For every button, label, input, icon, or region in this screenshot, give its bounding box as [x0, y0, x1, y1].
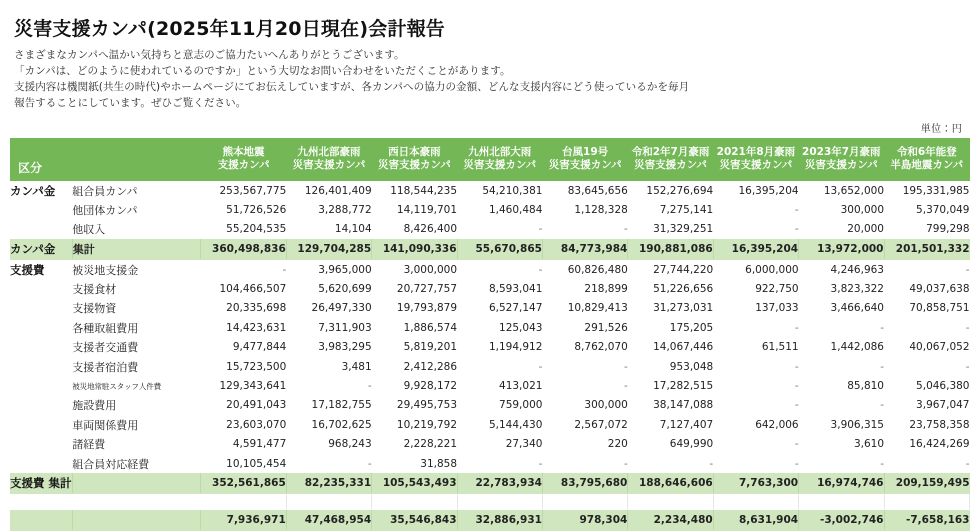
subtotal-value: 209,159,495	[884, 473, 970, 494]
table-row	[10, 220, 970, 239]
category-spacer	[10, 435, 72, 454]
empty-dash: -	[880, 360, 884, 373]
cell-value: 7,275,141	[628, 200, 713, 219]
cell-value: 6,527,147	[457, 299, 542, 318]
subtotal-value: 16,974,746	[799, 473, 884, 494]
cell-value: 118,544,235	[372, 180, 457, 200]
cell-value	[799, 454, 884, 473]
cell-value: 218,899	[542, 279, 627, 298]
cell-value: 16,395,204	[713, 180, 798, 200]
header-col-4-line2: 災害支援カンパ	[548, 158, 622, 171]
cell-value: 10,829,413	[542, 299, 627, 318]
spacer-cell	[201, 494, 286, 510]
empty-dash: -	[282, 263, 287, 276]
cell-value: 1,194,912	[457, 338, 542, 357]
cell-value: 5,046,380	[884, 376, 970, 395]
cell-value	[799, 318, 884, 337]
cell-value: 104,466,507	[201, 279, 286, 298]
cell-value: 14,423,631	[201, 318, 286, 337]
table-header-row	[10, 138, 970, 181]
spacer-row	[10, 494, 970, 510]
table-row	[10, 396, 970, 415]
category-spacer	[10, 279, 72, 298]
cell-value: 20,335,698	[201, 299, 286, 318]
header-col-5-line1: 令和2年7月豪雨	[631, 145, 710, 158]
cell-value: 10,219,792	[372, 415, 457, 434]
cell-value	[628, 454, 713, 473]
cell-value: 126,401,409	[286, 180, 371, 200]
balance-value: 47,468,954	[286, 510, 371, 531]
cell-value	[201, 259, 286, 279]
header-col-7-line1: 2023年7月豪雨	[802, 145, 881, 158]
header-col-2-line1: 西日本豪雨	[388, 145, 441, 158]
cell-value	[713, 376, 798, 395]
empty-dash: -	[794, 399, 799, 412]
cell-value: 14,104	[286, 220, 371, 239]
cell-value: 175,205	[628, 318, 713, 337]
cell-value: 253,567,775	[201, 180, 286, 200]
cell-value: 8,593,041	[457, 279, 542, 298]
row-label: 組合員対応経費	[72, 454, 201, 473]
header-col-8	[884, 138, 970, 181]
table-row	[10, 376, 970, 395]
cell-value: 7,311,903	[286, 318, 371, 337]
subtotal-label: 集計	[72, 239, 201, 260]
cell-value: 1,442,086	[799, 338, 884, 357]
cell-value: 2,228,221	[372, 435, 457, 454]
cell-value: 642,006	[713, 415, 798, 434]
cell-value: 4,246,963	[799, 259, 884, 279]
cell-value: 5,144,430	[457, 415, 542, 434]
cell-value: 922,750	[713, 279, 798, 298]
subtotal-row	[10, 473, 970, 494]
subtotal-value: 190,881,086	[628, 239, 713, 260]
cell-value: 14,119,701	[372, 200, 457, 219]
category-spacer	[10, 318, 72, 337]
cell-value: 19,793,879	[372, 299, 457, 318]
empty-dash: -	[538, 263, 543, 276]
empty-dash: -	[965, 457, 970, 470]
table-head	[10, 138, 970, 181]
empty-dash: -	[965, 321, 970, 334]
cell-value: 413,021	[457, 376, 542, 395]
header-col-0	[201, 138, 286, 181]
cell-value	[542, 220, 627, 239]
table-row	[10, 338, 970, 357]
table-row	[10, 415, 970, 434]
spacer-cell	[72, 494, 201, 510]
cell-value	[542, 376, 627, 395]
cell-value: 13,652,000	[799, 180, 884, 200]
header-col-5	[628, 138, 713, 181]
unit-label: 単位：円	[920, 123, 962, 135]
cell-value: 40,067,052	[884, 338, 970, 357]
header-col-1	[286, 138, 371, 181]
subtotal-value: 7,763,300	[713, 473, 798, 494]
cell-value	[457, 259, 542, 279]
row-label: 他収入	[72, 220, 201, 239]
cell-value: 8,762,070	[542, 338, 627, 357]
empty-dash: -	[624, 457, 628, 470]
balance-value: -7,658,163	[884, 510, 970, 531]
cell-value: 291,526	[542, 318, 627, 337]
category-spacer	[10, 338, 72, 357]
intro-paragraph	[14, 48, 970, 112]
balance-row	[10, 510, 970, 531]
cell-value: 17,282,515	[628, 376, 713, 395]
spacer-cell	[457, 494, 542, 510]
row-label: 支援物資	[72, 299, 201, 318]
cell-value: 1,128,328	[542, 200, 627, 219]
cell-value: 23,603,070	[201, 415, 286, 434]
cell-value	[542, 357, 627, 376]
empty-dash: -	[794, 438, 799, 451]
empty-dash: -	[965, 263, 970, 276]
cell-value	[713, 396, 798, 415]
cell-value: 9,928,172	[372, 376, 457, 395]
row-label: 車両関係費用	[72, 415, 201, 434]
table-row	[10, 259, 970, 279]
cell-value	[542, 454, 627, 473]
cell-value: 649,990	[628, 435, 713, 454]
empty-dash: -	[880, 321, 884, 334]
cell-value: 9,477,844	[201, 338, 286, 357]
cell-value: 5,620,699	[286, 279, 371, 298]
header-col-6-line2: 災害支援カンパ	[719, 158, 793, 171]
table-row	[10, 180, 970, 200]
cell-value: 220	[542, 435, 627, 454]
cell-value: 3,481	[286, 357, 371, 376]
balance-label	[72, 510, 201, 531]
cell-value: 799,298	[884, 220, 970, 239]
subtotal-value: 360,498,836	[201, 239, 286, 260]
header-col-0-line2: 支援カンパ	[217, 158, 270, 171]
category-spacer	[10, 396, 72, 415]
cell-value	[457, 454, 542, 473]
cell-value: 3,906,315	[799, 415, 884, 434]
category-spacer	[10, 376, 72, 395]
cell-value: 27,340	[457, 435, 542, 454]
header-col-8-line1: 令和6年能登	[896, 145, 957, 158]
empty-dash: -	[794, 360, 799, 373]
balance-value: 35,546,843	[372, 510, 457, 531]
category-spacer	[10, 415, 72, 434]
cell-value: 20,491,043	[201, 396, 286, 415]
cell-value: 3,610	[799, 435, 884, 454]
cell-value: 55,204,535	[201, 220, 286, 239]
cell-value: 3,967,047	[884, 396, 970, 415]
empty-dash: -	[794, 223, 799, 236]
row-label: 諸経費	[72, 435, 201, 454]
accounting-table	[10, 138, 970, 531]
cell-value: 17,182,755	[286, 396, 371, 415]
cell-value: 5,370,049	[884, 200, 970, 219]
subtotal-row	[10, 239, 970, 260]
empty-dash: -	[624, 223, 628, 236]
header-col-6	[713, 138, 798, 181]
category-label: カンパ金	[10, 180, 72, 200]
cell-value: 54,210,381	[457, 180, 542, 200]
row-label: 施設費用	[72, 396, 201, 415]
balance-value: 8,631,904	[713, 510, 798, 531]
table-row	[10, 318, 970, 337]
cell-value: 10,105,454	[201, 454, 286, 473]
cell-value: 8,426,400	[372, 220, 457, 239]
category-label: 支援費	[10, 259, 72, 279]
row-label: 被災地常駐スタッフ人件費	[72, 376, 201, 395]
table-row	[10, 454, 970, 473]
cell-value: 20,727,757	[372, 279, 457, 298]
cell-value: 968,243	[286, 435, 371, 454]
cell-value: 953,048	[628, 357, 713, 376]
spacer-cell	[372, 494, 457, 510]
balance-value: 32,886,931	[457, 510, 542, 531]
cell-value: 759,000	[457, 396, 542, 415]
cell-value	[884, 357, 970, 376]
table-row	[10, 200, 970, 219]
balance-value: 7,936,971	[201, 510, 286, 531]
header-col-1-line2: 災害支援カンパ	[292, 158, 366, 171]
cell-value: 26,497,330	[286, 299, 371, 318]
empty-dash: -	[794, 457, 799, 470]
cell-value: 300,000	[799, 200, 884, 219]
cell-value: 4,591,477	[201, 435, 286, 454]
header-col-1-line1: 九州北部豪雨	[297, 145, 361, 158]
row-label: 支援者宿泊費	[72, 357, 201, 376]
cell-value: 3,466,640	[799, 299, 884, 318]
cell-value: 14,067,446	[628, 338, 713, 357]
row-label: 組合員カンパ	[72, 180, 201, 200]
header-col-7	[799, 138, 884, 181]
empty-dash: -	[538, 223, 543, 236]
header-kubun: 区分	[10, 138, 72, 181]
balance-value: 978,304	[542, 510, 627, 531]
category-spacer	[10, 220, 72, 239]
row-label: 支援食材	[72, 279, 201, 298]
header-col-3	[457, 138, 542, 181]
subtotal-category-label: 支援費 集計	[10, 473, 72, 494]
subtotal-value: 16,395,204	[713, 239, 798, 260]
subtotal-category-label: カンパ金	[10, 239, 72, 260]
cell-value	[884, 454, 970, 473]
cell-value: 1,460,484	[457, 200, 542, 219]
spacer-cell	[542, 494, 627, 510]
intro-line-3: 支援内容は機関紙(共生の時代)やホームページにてお伝えしていますが、各カンパへの協力の金額、どんな支援内容にどう使っているかを毎月	[14, 80, 690, 93]
empty-dash: -	[794, 203, 799, 216]
cell-value	[713, 435, 798, 454]
subtotal-value: 82,235,331	[286, 473, 371, 494]
balance-category-label	[10, 510, 72, 531]
cell-value: 125,043	[457, 318, 542, 337]
cell-value	[884, 318, 970, 337]
cell-value: 3,965,000	[286, 259, 371, 279]
category-spacer	[10, 454, 72, 473]
category-spacer	[10, 299, 72, 318]
cell-value	[457, 357, 542, 376]
cell-value: 15,723,500	[201, 357, 286, 376]
cell-value: 70,858,751	[884, 299, 970, 318]
table-row	[10, 357, 970, 376]
subtotal-value: 141,090,336	[372, 239, 457, 260]
row-label: 各種取組費用	[72, 318, 201, 337]
page-title: 災害支援カンパ(2025年11月20日現在)会計報告	[14, 18, 445, 40]
cell-value	[713, 200, 798, 219]
cell-value	[799, 396, 884, 415]
table-row	[10, 435, 970, 454]
cell-value: 20,000	[799, 220, 884, 239]
spacer-cell	[799, 494, 884, 510]
header-col-5-line2: 災害支援カンパ	[634, 158, 707, 171]
cell-value	[286, 376, 371, 395]
header-col-6-line1: 2021年8月豪雨	[716, 145, 796, 158]
cell-value: 31,858	[372, 454, 457, 473]
balance-value: 2,234,480	[628, 510, 713, 531]
spacer-cell	[286, 494, 371, 510]
empty-dash: -	[538, 457, 543, 470]
cell-value: 7,127,407	[628, 415, 713, 434]
table-body	[10, 180, 970, 530]
empty-dash: -	[367, 457, 372, 470]
category-spacer	[10, 357, 72, 376]
cell-value: 16,424,269	[884, 435, 970, 454]
cell-value: 137,033	[713, 299, 798, 318]
row-label: 他団体カンパ	[72, 200, 201, 219]
category-spacer	[10, 200, 72, 219]
header-item-blank	[72, 138, 201, 181]
subtotal-value: 352,561,865	[201, 473, 286, 494]
cell-value	[713, 454, 798, 473]
empty-dash: -	[624, 380, 628, 393]
cell-value: 60,826,480	[542, 259, 627, 279]
cell-value	[799, 357, 884, 376]
cell-value: 6,000,000	[713, 259, 798, 279]
header-col-7-line2: 災害支援カンパ	[804, 158, 878, 171]
cell-value: 2,412,286	[372, 357, 457, 376]
header-col-2	[372, 138, 457, 181]
empty-dash: -	[624, 360, 628, 373]
empty-dash: -	[880, 399, 884, 412]
cell-value: 152,276,694	[628, 180, 713, 200]
cell-value	[713, 357, 798, 376]
cell-value: 27,744,220	[628, 259, 713, 279]
intro-line-1: さまざまなカンパへ温かい気持ちと意志のご協力たいへんありがとうございます。	[14, 49, 405, 61]
empty-dash: -	[794, 380, 799, 393]
cell-value	[713, 318, 798, 337]
table-row	[10, 299, 970, 318]
cell-value: 300,000	[542, 396, 627, 415]
subtotal-value: 83,795,680	[542, 473, 627, 494]
subtotal-value: 84,773,984	[542, 239, 627, 260]
cell-value: 23,758,358	[884, 415, 970, 434]
cell-value: 49,037,638	[884, 279, 970, 298]
header-col-4-line1: 台風19号	[562, 145, 609, 158]
table-row	[10, 279, 970, 298]
cell-value	[884, 259, 970, 279]
row-label: 支援者交通費	[72, 338, 201, 357]
spacer-cell	[713, 494, 798, 510]
header-col-4	[542, 138, 627, 181]
cell-value: 3,983,295	[286, 338, 371, 357]
cell-value: 3,288,772	[286, 200, 371, 219]
header-col-3-line2: 災害支援カンパ	[463, 158, 537, 171]
header-col-0-line1: 熊本地震	[222, 145, 265, 158]
balance-value: -3,002,746	[799, 510, 884, 531]
cell-value: 51,226,656	[628, 279, 713, 298]
cell-value: 31,273,031	[628, 299, 713, 318]
cell-value	[713, 220, 798, 239]
cell-value: 83,645,656	[542, 180, 627, 200]
header-col-3-line1: 九州北部大雨	[468, 145, 532, 158]
subtotal-label	[72, 473, 201, 494]
empty-dash: -	[709, 457, 714, 470]
cell-value: 2,567,072	[542, 415, 627, 434]
empty-dash: -	[880, 457, 884, 470]
cell-value	[457, 220, 542, 239]
subtotal-value: 129,704,285	[286, 239, 371, 260]
cell-value: 1,886,574	[372, 318, 457, 337]
subtotal-value: 105,543,493	[372, 473, 457, 494]
cell-value: 85,810	[799, 376, 884, 395]
empty-dash: -	[794, 321, 799, 334]
spacer-cell	[10, 494, 72, 510]
subtotal-value: 22,783,934	[457, 473, 542, 494]
cell-value: 31,329,251	[628, 220, 713, 239]
row-label: 被災地支援金	[72, 259, 201, 279]
subtotal-value: 55,670,865	[457, 239, 542, 260]
intro-line-2: 「カンパは、どのように使われているのですか」という大切なお問い合わせをいただくことがあります。	[14, 64, 511, 77]
cell-value: 3,823,322	[799, 279, 884, 298]
cell-value: 29,495,753	[372, 396, 457, 415]
subtotal-value: 13,972,000	[799, 239, 884, 260]
header-col-8-line2: 半島地震カンパ	[890, 158, 964, 171]
intro-line-4: 報告することにしています。ぜひご覧ください。	[14, 96, 247, 109]
cell-value: 129,343,641	[201, 376, 286, 395]
spacer-cell	[628, 494, 713, 510]
cell-value: 51,726,526	[201, 200, 286, 219]
cell-value: 61,511	[713, 338, 798, 357]
header-col-2-line2: 災害支援カンパ	[377, 158, 451, 171]
empty-dash: -	[367, 380, 372, 393]
cell-value: 38,147,088	[628, 396, 713, 415]
cell-value	[286, 454, 371, 473]
spacer-cell	[884, 494, 970, 510]
empty-dash: -	[965, 360, 970, 373]
cell-value: 3,000,000	[372, 259, 457, 279]
subtotal-value: 188,646,606	[628, 473, 713, 494]
empty-dash: -	[538, 360, 543, 373]
subtotal-value: 201,501,332	[884, 239, 970, 260]
cell-value: 195,331,985	[884, 180, 970, 200]
cell-value: 5,819,201	[372, 338, 457, 357]
cell-value: 16,702,625	[286, 415, 371, 434]
